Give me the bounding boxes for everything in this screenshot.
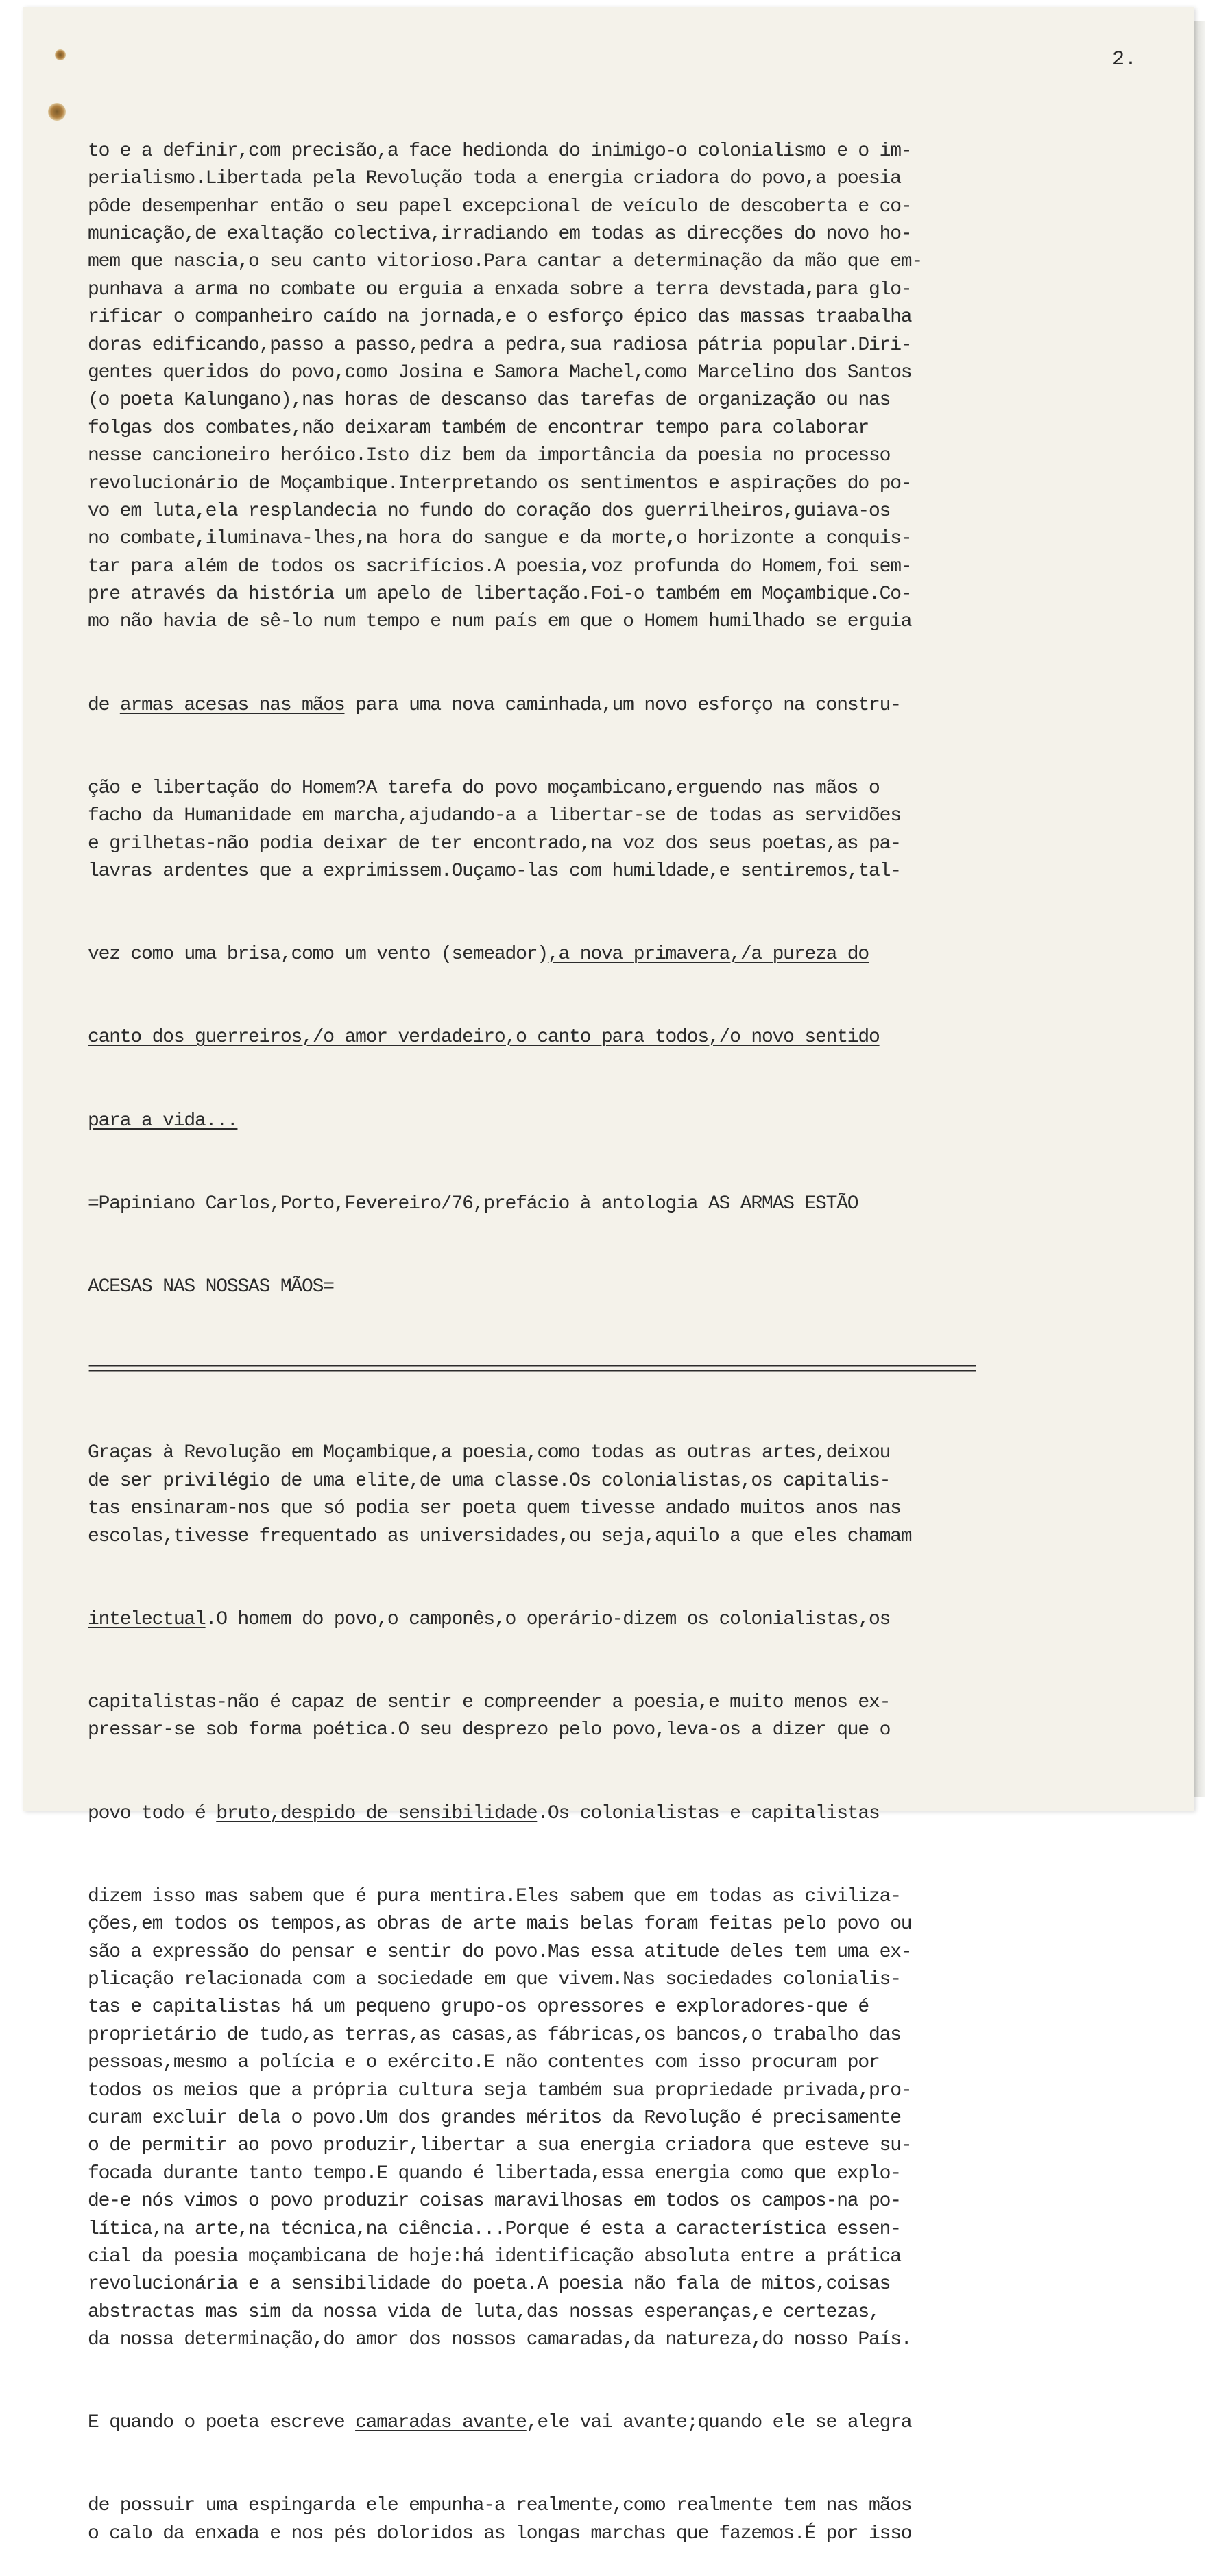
underlined-line: para a vida... <box>88 1110 238 1132</box>
underlined-phrase: ,a nova primavera,/a pureza do <box>547 944 869 966</box>
text-line: perialismo.Libertada pela Revolução toda a energia criadora do povo,a poesia <box>88 168 901 190</box>
text-line: pôde desempenhar então o seu papel excepcional de veículo de descoberta e co- <box>88 195 912 217</box>
text-line: revolucionária e a sensibilidade do poeta.A poesia não fala de mitos,coisas <box>88 2274 891 2295</box>
text-line: pressar-se sob forma poética.O seu desprezo pelo povo,leva-os a dizer que o <box>88 1719 891 1741</box>
separator-rule: ===================================================================================================== <box>88 1359 975 1381</box>
underlined-phrase: camaradas avante <box>355 2412 527 2434</box>
text-line: o de permitir ao povo produzir,libertar a sua energia criadora que esteve su- <box>88 2135 912 2157</box>
text-segment: .O homem do povo,o camponês,o operário-dizem os colonialistas,os <box>205 1608 891 1630</box>
text-segment: para uma nova caminhada,um novo esforço na constru- <box>344 694 901 716</box>
text-line: de-e nós vimos o povo produzir coisas maravilhosas em todos os campos-na po- <box>88 2191 901 2213</box>
text-line <box>88 1606 1185 1634</box>
text-line: ção e libertação do Homem?A tarefa do povo moçambicano,erguendo nas mãos o <box>88 777 880 799</box>
text-line: de possuir uma espingarda ele empunha-a realmente,como realmente tem nas mãos <box>88 2495 912 2517</box>
citation-line: =Papiniano Carlos,Porto,Fevereiro/76,prefácio à antologia AS ARMAS ESTÃO <box>88 1193 858 1215</box>
punch-hole-mark <box>48 103 66 121</box>
text-line <box>88 1800 1185 1828</box>
text-line <box>88 2409 1185 2437</box>
text-line: proprietário de tudo,as terras,as casas,as fábricas,os bancos,o trabalho das <box>88 2024 901 2046</box>
text-line: tar para além de todos os sacrifícios.A poesia,voz profunda do Homem,foi sem- <box>88 556 912 577</box>
text-line: e grilhetas-não podia deixar de ter encontrado,na voz dos seus poetas,as pa- <box>88 833 901 855</box>
text-line: ções,em todos os tempos,as obras de arte mais belas foram feitas pelo povo ou <box>88 1913 912 1935</box>
text-line: cial da poesia moçambicana de hoje:há identificação absoluta entre a prática <box>88 2245 901 2267</box>
text-line <box>88 941 1185 968</box>
text-line: gentes queridos do povo,como Josina e Samora Machel,como Marcelino dos Santos <box>88 361 912 383</box>
text-line: revolucionário de Moçambique.Interpretando os sentimentos e aspirações do po- <box>88 473 912 494</box>
paragraph-second <box>88 1440 1185 1551</box>
text-line: tas ensinaram-nos que só podia ser poeta quem tivesse andado muitos anos nas <box>88 1498 901 1520</box>
text-line: são a expressão do pensar e sentir do povo.Mas essa atitude deles tem uma ex- <box>88 1941 912 1963</box>
text-line: no combate,iluminava-lhes,na hora do sangue e da morte,o horizonte a conquis- <box>88 528 912 550</box>
text-segment: ,ele vai avante;quando ele se alegra <box>526 2412 912 2434</box>
text-line: todos os meios que a própria cultura seja também sua propriedade privada,pro- <box>88 2079 912 2101</box>
citation-line: ACESAS NAS NOSSAS MÃOS= <box>88 1276 334 1298</box>
text-segment: E quando o poeta escreve <box>88 2412 356 2434</box>
text-line: rificar o companheiro caído na jornada,e o esforço épico das massas traabalha <box>88 307 912 329</box>
text-line: mem que nascia,o seu canto vitorioso.Para cantar a determinação da mão que em- <box>88 251 923 273</box>
paragraph-continuation <box>88 1689 1185 1745</box>
paragraph-continuation <box>88 775 1185 886</box>
text-line: vo em luta,ela resplandecia no fundo do coração dos guerrilheiros,guiava-os <box>88 500 891 522</box>
text-segment: vez como uma brisa,como um vento (semeador) <box>88 944 548 966</box>
punch-hole-mark <box>55 49 66 60</box>
text-line: facho da Humanidade em marcha,ajudando-a a libertar-se de todas as servidões <box>88 805 901 827</box>
paragraph-continuation <box>88 2492 1185 2548</box>
paragraph-intro <box>88 138 1185 636</box>
body-text <box>88 82 1185 2576</box>
text-line <box>88 692 1185 719</box>
text-line: plicação relacionada com a sociedade em que vivem.Nas sociedades colonialis- <box>88 1969 901 1990</box>
text-line: doras edificando,passo a passo,pedra a pedra,sua radiosa pátria popular.Diri- <box>88 334 912 356</box>
text-line: to e a definir,com precisão,a face hedionda do inimigo-o colonialismo e o im- <box>88 140 912 162</box>
text-line: dizem isso mas sabem que é pura mentira.Eles sabem que em todas as civiliza- <box>88 1885 901 1907</box>
text-line: folgas dos combates,não deixaram também de encontrar tempo para colaborar <box>88 417 869 439</box>
text-line: focada durante tanto tempo.E quando é libertada,essa energia como que explo- <box>88 2162 901 2184</box>
text-line: pre através da história um apelo de libertação.Foi-o também em Moçambique.Co- <box>88 584 912 606</box>
page-number: 2. <box>1112 48 1137 71</box>
text-line: curam excluir dela o povo.Um dos grandes méritos da Revolução é precisamente <box>88 2107 901 2129</box>
underlined-phrase: bruto,despido de sensibilidade <box>216 1802 538 1824</box>
text-line: tas e capitalistas há um pequeno grupo-os opressores e exploradores-que é <box>88 1996 869 2018</box>
text-line: (o poeta Kalungano),nas horas de descanso das tarefas de organização ou nas <box>88 390 891 412</box>
page-edge-shadow <box>1193 21 1205 1797</box>
text-line: nesse cancioneiro heróico.Isto diz bem da importância da poesia no processo <box>88 445 891 467</box>
text-line: abstractas mas sim da nossa vida de luta,das nossas esperanças,e certezas, <box>88 2301 880 2323</box>
underlined-line: canto dos guerreiros,/o amor verdadeiro,o canto para todos,/o novo sentido <box>88 1027 880 1049</box>
paragraph-continuation <box>88 1883 1185 2354</box>
text-line: lítica,na arte,na técnica,na ciência...Porque é esta a característica essen- <box>88 2218 901 2240</box>
text-line: capitalistas-não é capaz de sentir e compreender a poesia,e muito menos ex- <box>88 1692 891 1714</box>
text-line: pessoas,mesmo a polícia e o exército.E não contentes com isso procuram por <box>88 2052 880 2074</box>
text-segment: povo todo é <box>88 1802 217 1824</box>
text-line: Graças à Revolução em Moçambique,a poesia,como todas as outras artes,deixou <box>88 1442 891 1464</box>
text-line: da nossa determinação,do amor dos nossos camaradas,da natureza,do nosso País. <box>88 2329 912 2351</box>
underlined-phrase: intelectual <box>88 1608 206 1630</box>
text-line: punhava a arma no combate ou erguia a enxada sobre a terra devstada,para glo- <box>88 278 912 300</box>
underlined-phrase: armas acesas nas mãos <box>119 694 345 716</box>
text-line: escolas,tivesse frequentado as universidades,ou seja,aquilo a que eles chamam <box>88 1525 912 1547</box>
text-line: de ser privilégio de uma elite,de uma classe.Os colonialistas,os capitalis- <box>88 1470 891 1492</box>
text-line: o calo da enxada e nos pés doloridos as longas marchas que fazemos.É por isso <box>88 2523 912 2544</box>
text-segment: de <box>88 694 120 716</box>
text-line: municação,de exaltação colectiva,irradiando em todas as direcções do novo ho- <box>88 223 912 245</box>
text-segment: .Os colonialistas e capitalistas <box>537 1802 880 1824</box>
text-line: lavras ardentes que a exprimissem.Ouçamo-las com humildade,e sentiremos,tal- <box>88 861 901 883</box>
text-line: mo não havia de sê-lo num tempo e num país em que o Homem humilhado se erguia <box>88 611 912 633</box>
